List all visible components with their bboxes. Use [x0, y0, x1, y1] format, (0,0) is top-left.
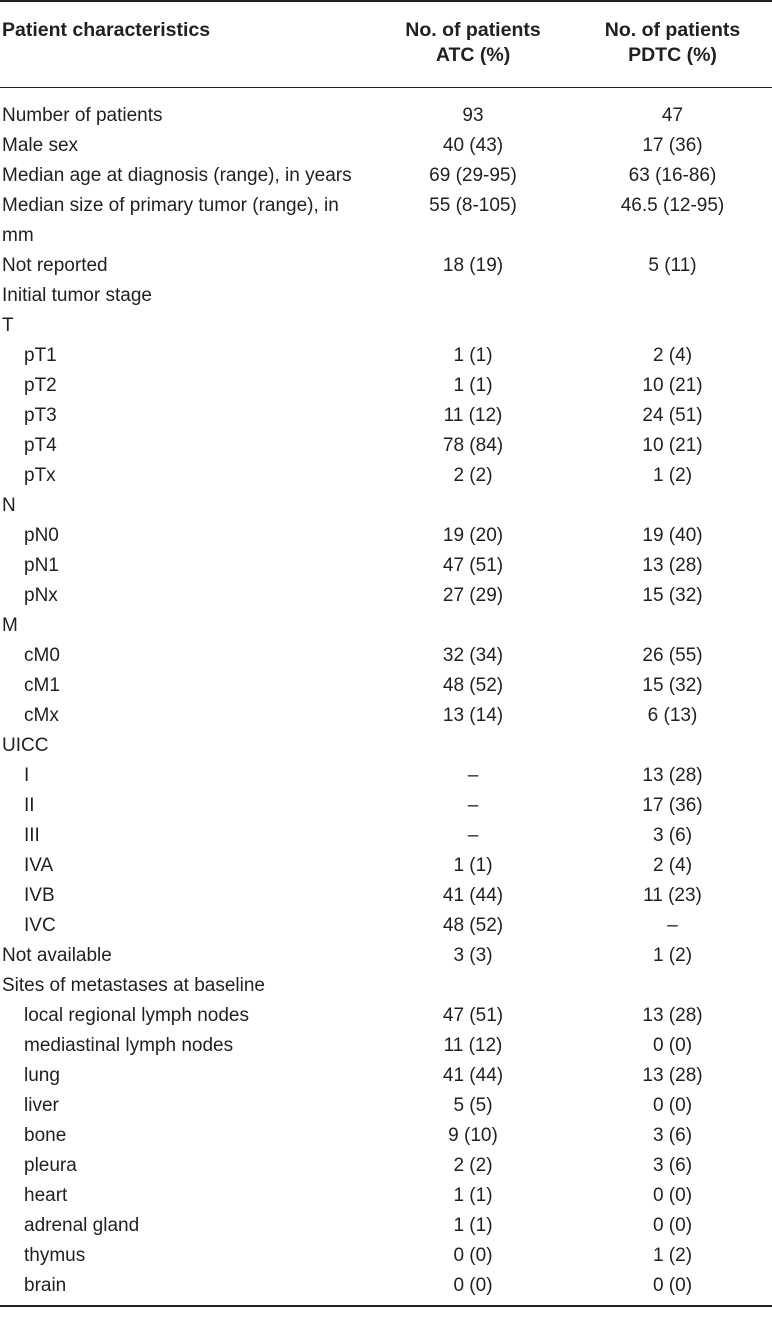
- header-pdtc-line2: PDTC (%): [628, 44, 717, 66]
- atc-value: 93: [462, 104, 484, 126]
- table-row: [0, 281, 772, 311]
- row-label: brain: [0, 1271, 373, 1306]
- table-row: [0, 701, 772, 731]
- atc-value: 69 (29-95): [429, 164, 517, 186]
- row-label: pleura: [24, 1154, 77, 1176]
- row-label: Male sex: [2, 134, 79, 156]
- pdtc-value: 3 (6): [652, 824, 693, 846]
- pdtc-value: 63 (16-86): [628, 164, 717, 186]
- row-label: N: [2, 494, 16, 516]
- pdtc-value: 19 (40): [642, 524, 703, 546]
- table-row: [0, 821, 772, 851]
- atc-value: 11 (12): [443, 404, 503, 426]
- atc-value: 5 (5): [453, 1094, 493, 1116]
- table-row: [0, 341, 772, 371]
- table-row: [0, 161, 772, 191]
- table-row: [0, 87, 772, 131]
- table-row: [0, 551, 772, 581]
- atc-value: 55 (8-105): [429, 194, 517, 216]
- row-label: liver: [24, 1094, 59, 1116]
- pdtc-value: 0 (0): [652, 1184, 693, 1206]
- table-row: [0, 851, 772, 881]
- pdtc-value: 26 (55): [642, 644, 703, 666]
- atc-value: [373, 491, 573, 521]
- table-header-row: [0, 1, 772, 87]
- pdtc-value: 10 (21): [642, 374, 703, 396]
- atc-value: 0 (0): [373, 1271, 573, 1306]
- pdtc-value: [573, 971, 772, 1001]
- atc-value: 0 (0): [453, 1244, 493, 1266]
- table-row: [0, 1211, 772, 1241]
- pdtc-value: 24 (51): [642, 404, 703, 426]
- header-pdtc: [573, 1, 772, 87]
- row-label: pN1: [24, 554, 59, 576]
- row-label: pT2: [24, 374, 57, 396]
- row-label: Median age at diagnosis (range), in years: [2, 164, 352, 186]
- pdtc-value: 15 (32): [642, 584, 703, 606]
- row-label: cM1: [24, 674, 60, 696]
- row-label: Number of patients: [2, 104, 163, 126]
- pdtc-value: 6 (13): [647, 704, 698, 726]
- header-atc-line1: No. of patients: [405, 19, 541, 41]
- table-row: [0, 1271, 772, 1306]
- row-label: mediastinal lymph nodes: [24, 1034, 234, 1056]
- pdtc-value: 47: [661, 104, 684, 126]
- pdtc-value: 1 (2): [652, 1244, 693, 1266]
- pdtc-value: 17 (36): [642, 134, 703, 156]
- pdtc-value: 17 (36): [642, 794, 703, 816]
- row-label: cM0: [24, 644, 60, 666]
- table-row: [0, 881, 772, 911]
- table-row: [0, 1151, 772, 1181]
- table-row: [0, 611, 772, 641]
- pdtc-value: 5 (11): [648, 254, 697, 276]
- table-row: [0, 1061, 772, 1091]
- row-label: pTx: [24, 464, 56, 486]
- row-label: UICC: [2, 734, 49, 756]
- row-label: heart: [24, 1184, 68, 1206]
- table-row: [0, 911, 772, 941]
- table-row: [0, 371, 772, 401]
- table-row: [0, 671, 772, 701]
- pdtc-value: 2 (4): [652, 344, 693, 366]
- atc-value: 1 (1): [453, 374, 493, 396]
- table-row: [0, 1001, 772, 1031]
- row-label: Median size of primary tumor (range), in mm: [2, 194, 339, 246]
- atc-value: 9 (10): [448, 1124, 498, 1146]
- pdtc-value: [573, 611, 772, 641]
- table-row: [0, 971, 772, 1001]
- header-atc-line2: ATC (%): [435, 44, 511, 66]
- row-label: thymus: [24, 1244, 86, 1266]
- table-row: [0, 1121, 772, 1151]
- row-label: bone: [24, 1124, 67, 1146]
- pdtc-value: 0 (0): [652, 1034, 693, 1056]
- pdtc-value: 10 (21): [642, 434, 703, 456]
- pdtc-value: 0 (0): [652, 1094, 693, 1116]
- atc-value: 1 (1): [453, 1184, 493, 1206]
- row-label: IVB: [24, 884, 55, 906]
- pdtc-value: [573, 731, 772, 761]
- row-label: Sites of metastases at baseline: [2, 974, 265, 996]
- pdtc-value: 3 (6): [652, 1124, 693, 1146]
- atc-value: –: [467, 794, 479, 816]
- atc-value: 2 (2): [453, 1154, 493, 1176]
- table-row: [0, 941, 772, 971]
- table-row: [0, 191, 772, 251]
- row-label: T: [2, 314, 14, 336]
- pdtc-value: 2 (4): [652, 854, 693, 876]
- pdtc-value: [573, 281, 772, 311]
- pdtc-value: 3 (6): [652, 1154, 693, 1176]
- row-label: local regional lymph nodes: [24, 1004, 249, 1026]
- row-label: pT3: [24, 404, 57, 426]
- pdtc-value: 15 (32): [642, 674, 703, 696]
- table-row: [0, 131, 772, 161]
- atc-value: 3 (3): [453, 944, 493, 966]
- header-patient-characteristics: Patient characteristics: [0, 1, 373, 87]
- pdtc-value: [573, 491, 772, 521]
- atc-value: 1 (1): [453, 344, 493, 366]
- row-label: I: [24, 764, 30, 786]
- atc-value: 2 (2): [453, 464, 493, 486]
- table-row: [0, 521, 772, 551]
- row-label: IVA: [24, 854, 54, 876]
- row-label: adrenal gland: [24, 1214, 140, 1236]
- atc-value: 48 (52): [442, 914, 504, 936]
- atc-value: [373, 731, 573, 761]
- pdtc-value: 46.5 (12-95): [620, 194, 725, 216]
- pdtc-value: –: [667, 914, 678, 936]
- table-row: [0, 311, 772, 341]
- row-label: IVC: [24, 914, 56, 936]
- atc-value: 48 (52): [442, 674, 504, 696]
- row-label: M: [2, 614, 18, 636]
- table-row: [0, 431, 772, 461]
- atc-value: 78 (84): [442, 434, 504, 456]
- atc-value: [373, 281, 573, 311]
- atc-value: 1 (1): [453, 854, 493, 876]
- row-label: Not available: [2, 944, 112, 966]
- table-row: [0, 251, 772, 281]
- atc-value: 1 (1): [453, 1214, 493, 1236]
- pdtc-value: 13 (28): [642, 1004, 703, 1026]
- atc-value: –: [467, 764, 479, 786]
- header-atc: [373, 1, 573, 87]
- pdtc-value: 13 (28): [642, 554, 703, 576]
- row-label: pT4: [24, 434, 57, 456]
- atc-value: 13 (14): [442, 704, 504, 726]
- row-label: pT1: [24, 344, 57, 366]
- atc-value: 40 (43): [442, 134, 504, 156]
- atc-value: 11 (12): [443, 1034, 503, 1056]
- table-body: [0, 87, 772, 1306]
- pdtc-value: 13 (28): [642, 764, 703, 786]
- atc-value: 27 (29): [442, 584, 504, 606]
- table-row: [0, 491, 772, 521]
- table-row: [0, 761, 772, 791]
- pdtc-value: 0 (0): [573, 1271, 772, 1306]
- row-label: cMx: [24, 704, 59, 726]
- pdtc-value: [573, 311, 772, 341]
- row-label: III: [24, 824, 40, 846]
- atc-value: 19 (20): [442, 524, 504, 546]
- table-row: [0, 641, 772, 671]
- pdtc-value: 0 (0): [652, 1214, 693, 1236]
- atc-value: 41 (44): [442, 884, 504, 906]
- table-row: [0, 731, 772, 761]
- row-label: II: [24, 794, 35, 816]
- row-label: Initial tumor stage: [2, 284, 152, 306]
- pdtc-value: 1 (2): [652, 464, 693, 486]
- table-row: [0, 1181, 772, 1211]
- atc-value: 41 (44): [442, 1064, 504, 1086]
- atc-value: –: [467, 824, 479, 846]
- pdtc-value: 11 (23): [643, 884, 702, 906]
- table-row: [0, 1031, 772, 1061]
- table-row: [0, 1091, 772, 1121]
- atc-value: 47 (51): [442, 1004, 504, 1026]
- table-row: [0, 461, 772, 491]
- row-label: pN0: [24, 524, 59, 546]
- header-pdtc-line1: No. of patients: [604, 19, 741, 41]
- table-row: [0, 791, 772, 821]
- row-label: pNx: [24, 584, 58, 606]
- table-row: [0, 401, 772, 431]
- pdtc-value: 1 (2): [652, 944, 693, 966]
- atc-value: 32 (34): [442, 644, 504, 666]
- table-row: [0, 1241, 772, 1271]
- atc-value: 47 (51): [442, 554, 504, 576]
- table-row: [0, 581, 772, 611]
- pdtc-value: 13 (28): [642, 1064, 703, 1086]
- atc-value: [373, 311, 573, 341]
- atc-value: [373, 971, 573, 1001]
- row-label: Not reported: [2, 254, 108, 276]
- atc-value: 18 (19): [442, 254, 504, 276]
- atc-value: [373, 611, 573, 641]
- row-label: lung: [24, 1064, 60, 1086]
